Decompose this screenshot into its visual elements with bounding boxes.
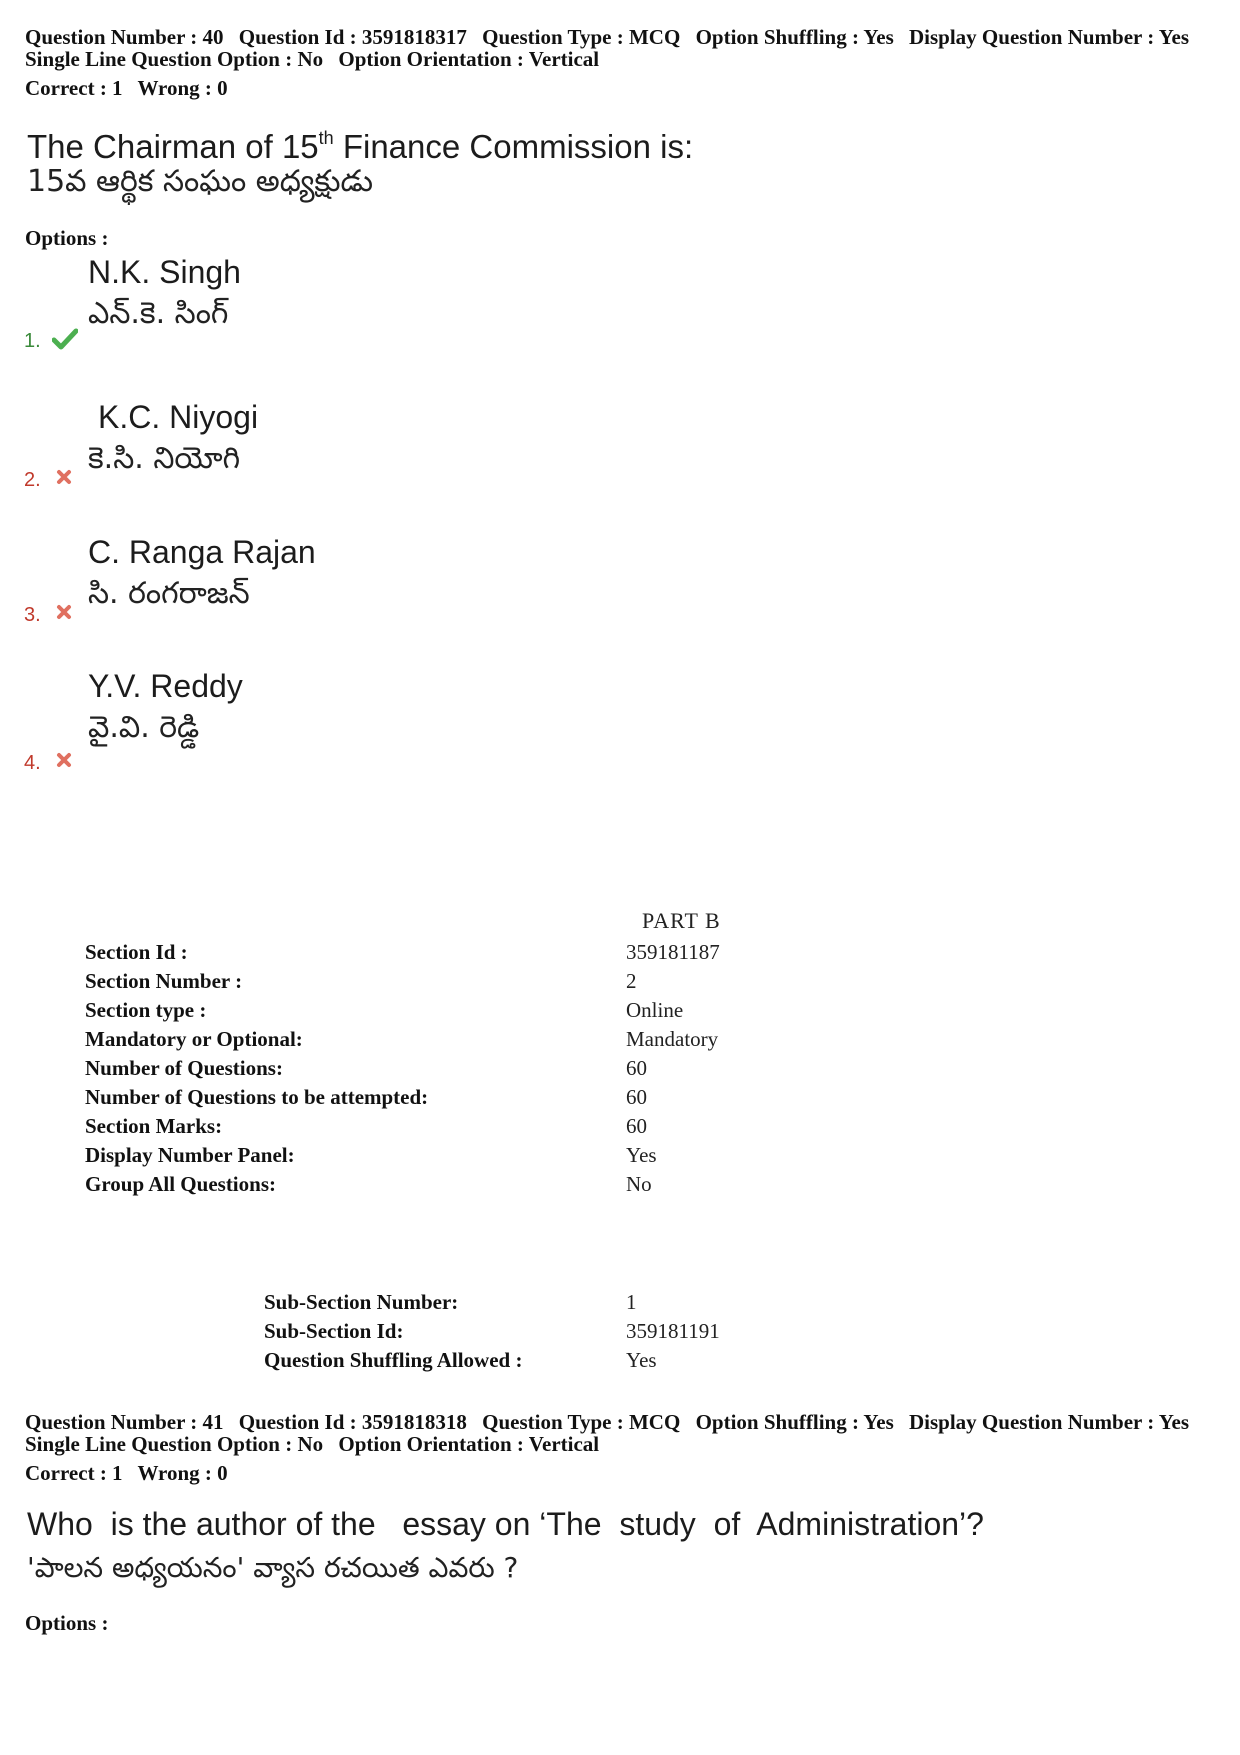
- q40-meta-line1: [25, 26, 1189, 48]
- q40-options-label: Options :: [25, 226, 109, 250]
- meta-item: Single Line Question Option : No: [25, 1432, 324, 1456]
- section-key: Number of Questions:: [85, 1056, 283, 1080]
- q40-meta-line2: [25, 48, 599, 70]
- section-value: Yes: [626, 1143, 657, 1167]
- cross-icon: [56, 752, 72, 772]
- section-key: Section type :: [85, 998, 207, 1022]
- subsection-key: Question Shuffling Allowed :: [264, 1348, 523, 1372]
- q41-correct-wrong: [25, 1462, 228, 1484]
- option-text-en: K.C. Niyogi: [98, 399, 259, 435]
- subsection-value: 1: [626, 1290, 637, 1314]
- question-text: The Chairman of 15: [27, 128, 319, 165]
- part-title: PART B: [642, 908, 721, 933]
- meta-item: Option Shuffling : Yes: [695, 25, 894, 49]
- section-key: Group All Questions:: [85, 1172, 276, 1196]
- q40-question-en: [27, 120, 693, 167]
- subsection-value: 359181191: [626, 1319, 720, 1343]
- meta-item: Question Type : MCQ: [482, 25, 681, 49]
- option-text-te: కె.సి. నియోగి: [88, 441, 241, 476]
- option-text-en: N.K. Singh: [88, 254, 241, 290]
- section-value: 2: [626, 969, 637, 993]
- q41-question-te: 'పాలన అధ్యయనం' వ్యాస రచయిత ఎవరు ?: [27, 1551, 519, 1584]
- option-number: 1.: [24, 330, 41, 352]
- section-value: 60: [626, 1114, 647, 1138]
- section-value: 359181187: [626, 940, 720, 964]
- meta-item: Question Type : MCQ: [482, 1410, 681, 1434]
- wrong-count: Wrong : 0: [137, 1461, 228, 1485]
- section-key: Section Number :: [85, 969, 243, 993]
- meta-item: Display Question Number : Yes: [909, 1410, 1190, 1434]
- option-number: 4.: [24, 752, 41, 774]
- option-text-en: C. Ranga Rajan: [88, 534, 316, 570]
- section-key: Section Marks:: [85, 1114, 223, 1138]
- meta-item: Option Orientation : Vertical: [338, 47, 600, 71]
- q40-question-te: 15వ ఆర్థిక సంఘం అధ్యక్షుడు: [27, 164, 374, 199]
- section-key: Mandatory or Optional:: [85, 1027, 303, 1051]
- correct-count: Correct : 1: [25, 1461, 123, 1485]
- question-text: Finance Commission is:: [333, 128, 694, 165]
- option-text-te: ఎన్.కె. సింగ్: [88, 296, 229, 331]
- section-value: 60: [626, 1085, 647, 1109]
- q41-meta-line2: [25, 1433, 599, 1455]
- option-text-te: వై.వి. రెడ్డి: [88, 710, 200, 745]
- option-number: 3.: [24, 604, 41, 626]
- option-number: 2.: [24, 469, 41, 491]
- meta-item: Display Question Number : Yes: [909, 25, 1190, 49]
- option-text-en: Y.V. Reddy: [88, 668, 243, 704]
- section-value: Online: [626, 998, 684, 1022]
- section-key: Number of Questions to be attempted:: [85, 1085, 429, 1109]
- section-key: Section Id :: [85, 940, 188, 964]
- section-value: No: [626, 1172, 652, 1196]
- meta-item: Option Orientation : Vertical: [338, 1432, 600, 1456]
- correct-count: Correct : 1: [25, 76, 123, 100]
- meta-item: Question Id : 3591818317: [238, 25, 467, 49]
- q41-options-label: Options :: [25, 1611, 109, 1635]
- cross-icon: [56, 604, 72, 624]
- subsection-key: Sub-Section Id:: [264, 1319, 404, 1343]
- section-value: Mandatory: [626, 1027, 719, 1051]
- superscript: th: [318, 128, 334, 148]
- subsection-value: Yes: [626, 1348, 657, 1372]
- q41-question-en: Who is the author of the essay on ‘The study of Administration’?: [27, 1506, 984, 1542]
- q41-meta-line1: [25, 1411, 1189, 1433]
- option-text-te: సి. రంగరాజన్: [88, 576, 250, 611]
- meta-item: Single Line Question Option : No: [25, 47, 324, 71]
- check-icon: [52, 328, 78, 354]
- meta-item: Question Number : 41: [25, 1410, 224, 1434]
- section-key: Display Number Panel:: [85, 1143, 295, 1167]
- section-value: 60: [626, 1056, 647, 1080]
- cross-icon: [56, 469, 72, 489]
- wrong-count: Wrong : 0: [137, 76, 228, 100]
- q40-correct-wrong: [25, 77, 228, 99]
- meta-item: Question Id : 3591818318: [238, 1410, 467, 1434]
- meta-item: Option Shuffling : Yes: [695, 1410, 894, 1434]
- meta-item: Question Number : 40: [25, 25, 224, 49]
- subsection-key: Sub-Section Number:: [264, 1290, 459, 1314]
